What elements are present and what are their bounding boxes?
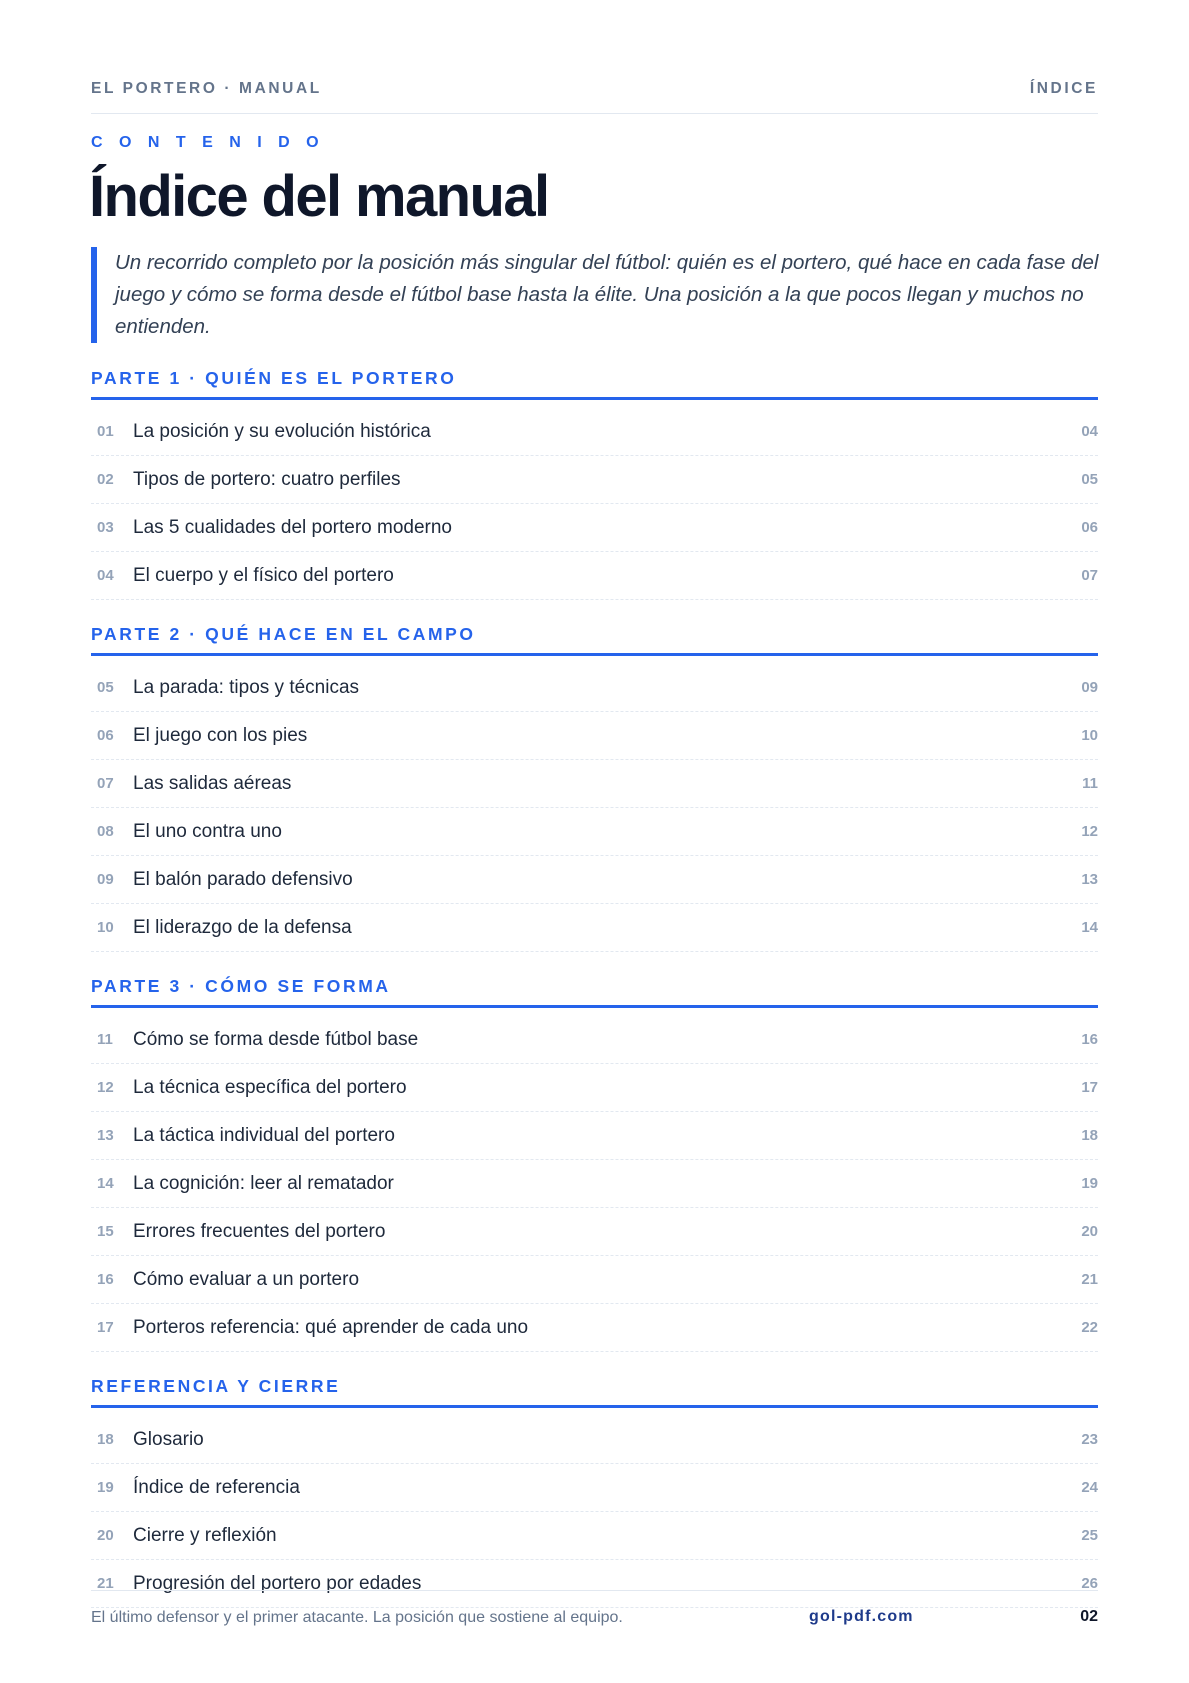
entry-number: 08 <box>97 823 114 840</box>
entry-title: La técnica específica del portero <box>133 1076 407 1098</box>
entry-number: 17 <box>97 1319 114 1336</box>
entry-number: 11 <box>97 1031 113 1048</box>
entry-title: Errores frecuentes del portero <box>133 1220 386 1242</box>
entry-number: 16 <box>97 1271 114 1288</box>
entry-title: Cierre y reflexión <box>133 1524 277 1546</box>
entry-number: 14 <box>97 1175 114 1192</box>
entry-page: 07 <box>1081 567 1098 584</box>
toc-section <box>91 618 1098 952</box>
entry-title: La posición y su evolución histórica <box>133 420 431 442</box>
footer-tagline: El último defensor y el primer atacante. La posición que sostiene al equipo. <box>91 1609 623 1626</box>
page-number: 02 <box>1080 1608 1098 1625</box>
toc-entry-list <box>91 1016 1098 1352</box>
entry-title: Tipos de portero: cuatro perfiles <box>133 468 401 490</box>
entry-title: Cómo evaluar a un portero <box>133 1268 360 1290</box>
toc-entry-list <box>91 1416 1098 1608</box>
toc-section <box>91 1370 1098 1608</box>
entry-title: Las 5 cualidades del portero moderno <box>133 516 452 538</box>
toc-entry[interactable] <box>91 1256 1098 1304</box>
entry-page: 16 <box>1081 1031 1098 1048</box>
toc-entry[interactable] <box>91 1208 1098 1256</box>
entry-number: 02 <box>97 471 114 488</box>
entry-title: Porteros referencia: qué aprender de cada uno <box>133 1316 529 1338</box>
toc-entry[interactable] <box>91 1112 1098 1160</box>
entry-page: 06 <box>1081 519 1098 536</box>
toc-entry[interactable] <box>91 1064 1098 1112</box>
entry-number: 12 <box>97 1079 114 1096</box>
lead-quote <box>91 247 1106 343</box>
section-title: REFERENCIA Y CIERRE <box>91 1376 341 1396</box>
lead-text: Un recorrido completo por la posición más singular del fútbol: quién es el portero, qué hace en cada fase del juego y cómo se forma desde el fútbol base hasta la élite. Una posición a la que pocos llegan y muchos no entienden. <box>115 251 1099 338</box>
toc-entry[interactable] <box>91 760 1098 808</box>
entry-page: 25 <box>1081 1527 1098 1544</box>
toc-entry-list <box>91 664 1098 952</box>
entry-page: 04 <box>1081 423 1098 440</box>
entry-title: Índice de referencia <box>133 1476 300 1498</box>
table-of-contents <box>91 362 1098 1626</box>
toc-entry[interactable] <box>91 456 1098 504</box>
toc-entry[interactable] <box>91 1512 1098 1560</box>
toc-section <box>91 970 1098 1352</box>
entry-number: 18 <box>97 1431 114 1448</box>
entry-page: 05 <box>1081 471 1098 488</box>
section-heading <box>91 970 1098 1008</box>
toc-entry-list <box>91 408 1098 600</box>
entry-number: 13 <box>97 1127 114 1144</box>
entry-number: 05 <box>97 679 114 696</box>
entry-page: 26 <box>1081 1575 1098 1592</box>
entry-title: La parada: tipos y técnicas <box>133 676 360 698</box>
kicker: C O N T E N I D O <box>91 134 325 151</box>
entry-page: 10 <box>1081 727 1098 744</box>
toc-entry[interactable] <box>91 808 1098 856</box>
entry-title: Glosario <box>133 1428 204 1450</box>
section-title: PARTE 1 · QUIÉN ES EL PORTERO <box>91 368 457 388</box>
header-publication-title: EL PORTERO · MANUAL <box>91 80 322 97</box>
section-title: PARTE 2 · QUÉ HACE EN EL CAMPO <box>91 624 476 644</box>
toc-entry[interactable] <box>91 1016 1098 1064</box>
entry-page: 11 <box>1082 775 1098 792</box>
entry-title: El juego con los pies <box>133 724 308 746</box>
header-section-name: ÍNDICE <box>1029 80 1098 97</box>
entry-number: 21 <box>97 1575 114 1592</box>
toc-section <box>91 362 1098 600</box>
entry-page: 23 <box>1081 1431 1098 1448</box>
entry-page: 17 <box>1081 1079 1098 1096</box>
entry-title: El cuerpo y el físico del portero <box>133 564 394 586</box>
entry-page: 19 <box>1081 1175 1098 1192</box>
toc-entry[interactable] <box>91 408 1098 456</box>
toc-entry[interactable] <box>91 1416 1098 1464</box>
entry-page: 20 <box>1081 1223 1098 1240</box>
entry-number: 20 <box>97 1527 114 1544</box>
entry-page: 18 <box>1081 1127 1098 1144</box>
entry-page: 13 <box>1081 871 1098 888</box>
running-header <box>91 80 1098 114</box>
entry-title: El uno contra uno <box>133 820 282 842</box>
entry-number: 03 <box>97 519 114 536</box>
entry-title: El liderazgo de la defensa <box>133 916 352 938</box>
toc-entry[interactable] <box>91 1464 1098 1512</box>
entry-number: 09 <box>97 871 114 888</box>
footer-site-link[interactable]: gol-pdf.com <box>809 1608 914 1625</box>
entry-page: 22 <box>1081 1319 1098 1336</box>
entry-number: 01 <box>97 423 114 440</box>
entry-number: 07 <box>97 775 114 792</box>
section-heading <box>91 1370 1098 1408</box>
toc-entry[interactable] <box>91 504 1098 552</box>
entry-page: 09 <box>1081 679 1098 696</box>
entry-number: 15 <box>97 1223 114 1240</box>
entry-page: 24 <box>1081 1479 1098 1496</box>
toc-entry[interactable] <box>91 552 1098 600</box>
entry-title: Las salidas aéreas <box>133 772 292 794</box>
entry-number: 06 <box>97 727 114 744</box>
page-footer <box>91 1590 1098 1630</box>
entry-title: Progresión del portero por edades <box>133 1572 422 1594</box>
toc-entry[interactable] <box>91 1160 1098 1208</box>
entry-title: Cómo se forma desde fútbol base <box>133 1028 419 1050</box>
entry-number: 10 <box>97 919 114 936</box>
entry-title: La táctica individual del portero <box>133 1124 395 1146</box>
toc-entry[interactable] <box>91 1304 1098 1352</box>
entry-page: 14 <box>1081 919 1098 936</box>
toc-entry[interactable] <box>91 856 1098 904</box>
entry-title: La cognición: leer al rematador <box>133 1172 394 1194</box>
page-title: Índice del manual <box>89 164 549 229</box>
entry-title: El balón parado defensivo <box>133 868 353 890</box>
toc-entry[interactable] <box>91 664 1098 712</box>
section-title: PARTE 3 · CÓMO SE FORMA <box>91 976 391 996</box>
toc-entry[interactable] <box>91 712 1098 760</box>
section-heading <box>91 618 1098 656</box>
entry-page: 12 <box>1081 823 1098 840</box>
entry-number: 04 <box>97 567 114 584</box>
section-heading <box>91 362 1098 400</box>
entry-number: 19 <box>97 1479 114 1496</box>
toc-entry[interactable] <box>91 904 1098 952</box>
entry-page: 21 <box>1081 1271 1098 1288</box>
